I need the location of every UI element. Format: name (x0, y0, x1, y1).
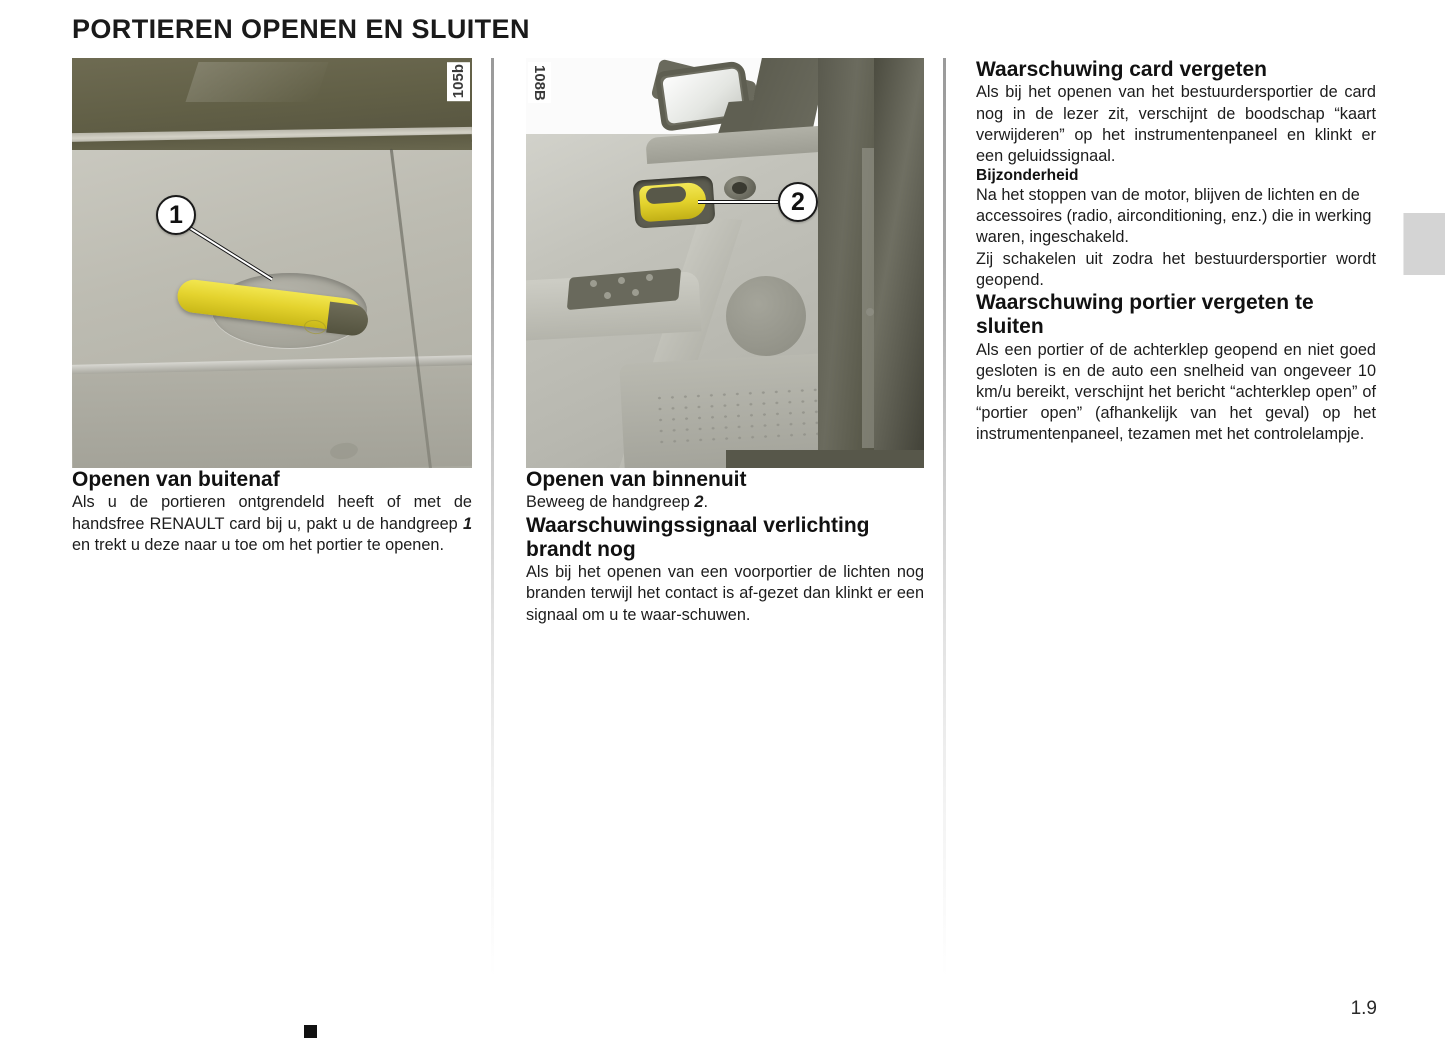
paragraph-openen-van-buitenaf (72, 492, 472, 556)
figure-exterior-door (72, 58, 472, 468)
column-2 (526, 58, 924, 626)
callout-1: 1 (156, 195, 196, 235)
heading-waarschuwing-portier-vergeten: Waarschuwing portier vergeten te sluiten (976, 290, 1314, 339)
paragraph-bijzonderheid: Na het stoppen van de motor, blijven de lichten en de accessoires (radio, airconditioning, enz.) die in werking waren, ingeschakeld. (976, 186, 1372, 247)
exterior-body-side (874, 58, 924, 468)
bottom-print-marker (302, 1023, 319, 1040)
heading-waarschuwingssignaal-verlichting: Waarschuwingssignaal verlichting brandt nog (526, 513, 870, 561)
column-3 (976, 58, 1376, 445)
column-divider-right (943, 58, 946, 978)
window-switch-dot (618, 277, 625, 284)
door-lower-panel (72, 366, 472, 468)
callout-leader-line-2 (698, 200, 786, 204)
subheading-bijzonderheid: Bijzonderheid (976, 167, 1079, 185)
paragraph-text-part2: en trekt u deze naar u toe om het portier te openen. (72, 535, 444, 554)
heading-openen-van-binnenuit: Openen van binnenuit (526, 468, 747, 491)
figure-interior-door (526, 58, 924, 468)
window-switch-dot (604, 292, 611, 299)
paragraph-waarschuwingssignaal-verlichting: Als bij het openen van een voorportier de lichten nog branden terwijl het contact is af-gezet dan klinkt er een signaal om u te waar-schuwen. (526, 563, 924, 624)
b-pillar-bolt (866, 308, 874, 316)
paragraph-text-part2: . (703, 493, 708, 512)
heading-waarschuwing-card-vergeten: Waarschuwing card vergeten (976, 58, 1267, 81)
glass-highlight (186, 62, 329, 102)
figure-code-interior: 108B (528, 62, 551, 103)
page-title: PORTIEREN OPENEN EN SLUITEN (72, 14, 530, 44)
column-1 (72, 58, 472, 556)
paragraph-waarschuwing-card-vergeten: Als bij het openen van het bestuurdersportier de card nog in de lezer zit, verschijnt de boodschap “kaart verwijderen” op het instrumentenpaneel en klinkt er een geluidssignaal. (976, 83, 1376, 165)
door-speaker-grille (726, 276, 806, 356)
handle-reference-2: 2 (694, 493, 704, 512)
interior-handle-hollow (645, 186, 686, 205)
paragraph-waarschuwing-portier-vergeten: Als een portier of de achterklep geopend en niet goed gesloten is en de auto een snelheid van ongeveer 10 km/u bereikt, verschijnt het bericht “achterklep open” of “portier open” (afhankelijk van het geval) op het instrumentenpaneel, tezamen met het controlelampje. (976, 340, 1376, 444)
door-lock-knob-center (732, 182, 747, 194)
window-switch-dot (646, 274, 653, 281)
door-pocket-texture (653, 383, 841, 449)
page-number: 1.9 (1350, 998, 1377, 1019)
paragraph-openen-van-binnenuit (526, 492, 924, 513)
window-switch-dot (632, 289, 639, 296)
chapter-tab (1403, 213, 1445, 275)
paragraph-text-part1: Als u de portieren ontgrendeld heeft of met de handsfree RENAULT card bij u, pakt u de handgreep (72, 493, 472, 533)
paragraph-text-part1: Beweeg de handgreep (526, 493, 695, 512)
column-divider-left (491, 58, 494, 978)
figure-code-exterior: 105b (447, 62, 470, 101)
heading-openen-van-buitenaf: Openen van buitenaf (72, 468, 280, 491)
handle-reference-1: 1 (462, 514, 472, 533)
callout-2: 2 (778, 182, 818, 222)
door-sill (726, 450, 924, 468)
paragraph-schakelen-uit: Zij schakelen uit zodra het bestuurdersportier wordt geopend. (976, 249, 1376, 289)
window-switch-dot (590, 280, 597, 287)
